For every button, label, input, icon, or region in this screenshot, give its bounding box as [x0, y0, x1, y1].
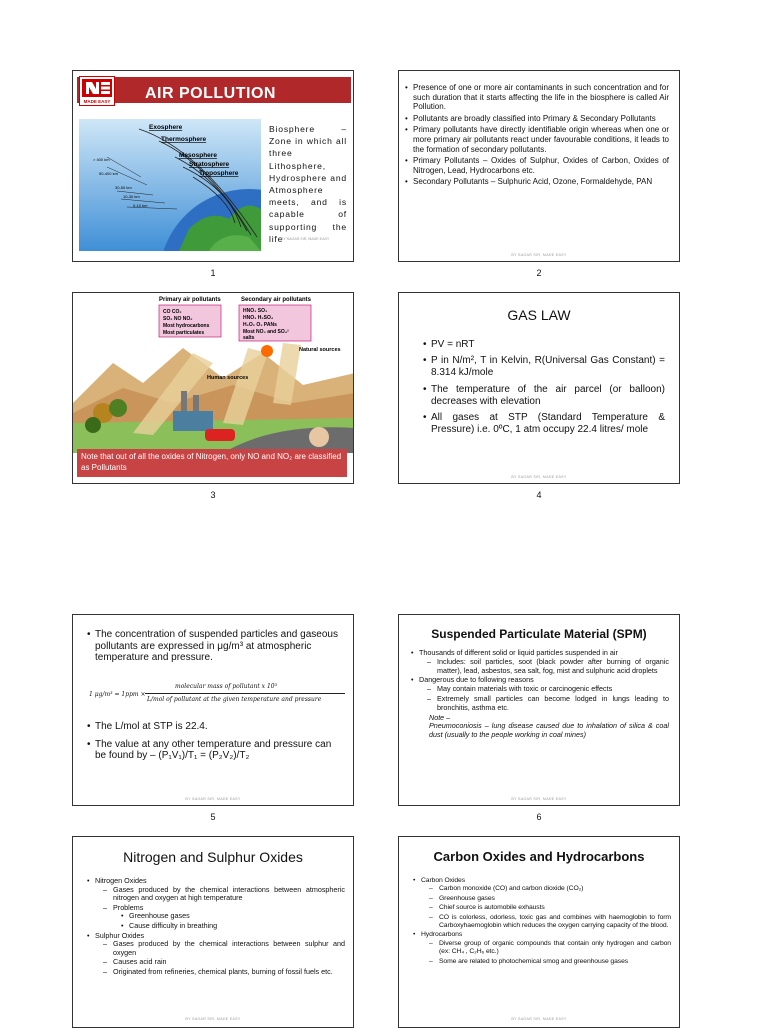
- footer: BY SAGAR SIR, MADE EASY: [511, 253, 567, 257]
- list-item-text: Thousands of different solid or liquid particles suspended in air: [419, 648, 618, 657]
- made-easy-logo: [79, 76, 115, 106]
- list-item: [411, 649, 669, 675]
- secondary-line: HNO₃ H₂SO₄: [243, 315, 274, 321]
- sub-item: [103, 904, 345, 931]
- footer: BY SAGAR SIR, MADE EASY: [511, 797, 567, 801]
- secondary-line: HNO₃ SO₃: [243, 308, 268, 314]
- slide-number: 1: [210, 268, 216, 278]
- slide-title: Nitrogen and Sulphur Oxides: [123, 849, 303, 865]
- sub-sub-item: • Greenhouse gases: [121, 912, 345, 921]
- list-item-text: Nitrogen Oxides: [95, 876, 147, 885]
- bullet-list: [87, 721, 339, 762]
- primary-label: Primary air pollutants: [159, 297, 221, 303]
- slide-4: [398, 292, 680, 484]
- note-box: Note that out of all the oxides of Nitrogen, only NO and NO₂ are classified as Pollutants: [77, 449, 347, 477]
- list-item-text: Carbon Oxides: [421, 877, 466, 884]
- height-2: 50-400 km: [99, 171, 118, 176]
- height-1: > 400 km: [93, 157, 110, 162]
- slide-body: [411, 649, 669, 740]
- list-item: • All gases at STP (Standard Temperature & Pressure) i.e. 0ºC, 1 atm occupy 22.4 litres/ mole: [423, 412, 665, 436]
- height-4: 10-30 km: [123, 194, 140, 199]
- slide-title: Carbon Oxides and Hydrocarbons: [433, 849, 645, 864]
- height-3: 30-50 km: [115, 185, 132, 190]
- logo-text: MADE EASY: [83, 99, 111, 104]
- sub-item: – Chief source is automobile exhausts: [429, 904, 671, 912]
- list-item: [413, 931, 671, 966]
- list-item: [87, 932, 345, 977]
- atmosphere-diagram: [79, 119, 261, 251]
- layer-exosphere: Exosphere: [149, 124, 183, 131]
- sub-item: – Greenhouse gases: [429, 895, 671, 903]
- title-bar: [77, 77, 351, 103]
- list-item: • Primary pollutants have directly identifiable origin whereas when one or more primary air pollutants react under favourable conditions, it leads to the formation of secondary pollutants.: [405, 125, 669, 154]
- sub-item: – Some are related to photochemical smog and greenhouse gases: [429, 958, 671, 966]
- list-item: • Presence of one or more air contaminants in such concentration and for such duration that it starts affecting the life in the biosphere is called Air Pollution.: [405, 83, 669, 112]
- list-item-text: Dangerous due to following reasons: [419, 675, 534, 685]
- slide-body: [413, 877, 671, 967]
- list-item: • The L/mol at STP is 22.4.: [87, 721, 339, 733]
- formula-numerator: molecular mass of pollutant x 10³: [175, 683, 277, 690]
- biosphere-text: Biosphere – Zone in which all three Lithosphere, Hydrosphere and Atmosphere meets, and is capable of supporting the life: [269, 124, 347, 244]
- slide-title: Suspended Particulate Material (SPM): [431, 627, 647, 641]
- primary-line: CO CO₂: [163, 309, 182, 315]
- secondary-line: salts: [243, 335, 255, 341]
- slide-6: [398, 614, 680, 806]
- slide-2: [398, 70, 680, 262]
- note-text: Pneumoconiosis – lung disease caused due to inhalation of silica & coal dust (usually to the people working in coal mines): [429, 721, 669, 740]
- list-item: [87, 877, 345, 931]
- slide-5: [72, 614, 354, 806]
- list-item: • PV = nRT: [423, 339, 665, 351]
- sub-item: – Carbon monoxide (CO) and carbon dioxide (CO₂): [429, 885, 671, 893]
- slide-number: 6: [536, 812, 542, 822]
- slide-body: [87, 877, 345, 978]
- sub-sub-item: • Cause difficulty in breathing: [121, 922, 345, 931]
- slide-7: [72, 836, 354, 1028]
- slide-title: AIR POLLUTION: [145, 85, 276, 102]
- bullet-list: [87, 629, 339, 664]
- list-item: • The temperature of the air parcel (or balloon) decreases with elevation: [423, 384, 665, 408]
- secondary-line: Most NO₃ and SO₄²: [243, 329, 289, 335]
- layer-stratosphere: Stratosphere: [189, 161, 230, 168]
- layer-troposphere: Troposphere: [199, 170, 239, 177]
- layer-mesosphere: Mesosphere: [179, 152, 217, 159]
- secondary-line: H₂O₂ O₃ PANs: [243, 322, 277, 328]
- list-item-text: Hydrocarbons: [421, 931, 463, 939]
- slide-title: GAS LAW: [507, 307, 571, 323]
- primary-line: Most hydrocarbons: [163, 323, 210, 329]
- height-5: 0-10 km: [133, 203, 148, 208]
- layer-thermosphere: Thermosphere: [161, 136, 207, 143]
- secondary-label: Secondary air pollutants: [241, 297, 312, 303]
- list-item-text: Sulphur Oxides: [95, 930, 145, 940]
- sub-item: – May contain materials with toxic or carcinogenic effects: [427, 685, 669, 694]
- footer: BY SAGAR SIR, MADE EASY: [185, 1017, 241, 1021]
- slide-number: 4: [536, 490, 542, 500]
- list-item: • P in N/m², T in Kelvin, R(Universal Gas Constant) = 8.314 kJ/mole: [423, 355, 665, 379]
- sub-item: – Causes acid rain: [103, 958, 345, 967]
- list-item: • Secondary Pollutants – Sulphuric Acid, Ozone, Formaldehyde, PAN: [405, 177, 669, 187]
- footer: BY SAGAR SIR, MADE EASY: [281, 237, 330, 241]
- footer: BY SAGAR SIR, MADE EASY: [511, 475, 567, 479]
- human-sources-label: Human sources: [207, 375, 249, 381]
- slide-number: 3: [210, 490, 216, 500]
- sub-item: – Extremely small particles can become lodged in lungs leading to bronchitis, asthma etc.: [427, 695, 669, 713]
- sub-item: – CO is colorless, odorless, toxic gas and combines with haemoglobin to form Carboxyhaemoglobin which reduces the oxygen carrying capacity of the blood.: [429, 914, 671, 931]
- slide-1: [72, 70, 354, 262]
- slide-8: [398, 836, 680, 1028]
- natural-sources-label: Natural sources: [299, 347, 341, 353]
- sub-item: – Originated from refineries, chemical plants, burning of fossil fuels etc.: [103, 968, 345, 977]
- formula-denominator: L/mol of pollutant at the given temperature and pressure: [147, 696, 322, 703]
- footer: BY SAGAR SIR, MADE EASY: [511, 1017, 567, 1021]
- slide-number: 5: [210, 812, 216, 822]
- list-item: • The value at any other temperature and pressure can be found by – (P₁V₁)/T₁ = (P₂V₂)/T₂: [87, 739, 339, 762]
- list-item: • The concentration of suspended particles and gaseous pollutants are expressed in μg/m³ at atmospheric temperature and pressure.: [87, 629, 339, 664]
- bullet-list: [423, 339, 665, 440]
- list-item: • Primary Pollutants – Oxides of Sulphur, Oxides of Carbon, Oxides of Nitrogen, Lead, Hydrocarbons etc.: [405, 156, 669, 175]
- sub-item: – Diverse group of organic compounds that contain only hydrogen and carbon (ex: CH₄ , C₂H₆ etc.): [429, 940, 671, 957]
- formula-lhs: 1 μg/m³ = 1ppm ×: [89, 691, 146, 698]
- note-label: Note –: [429, 712, 451, 722]
- list-item: [411, 676, 669, 712]
- slide-number: 2: [536, 268, 542, 278]
- list-item: [413, 877, 671, 930]
- sub-item: – Gases produced by the chemical interactions between atmospheric nitrogen and oxygen at high temperature: [103, 886, 345, 903]
- sub-item: – Gases produced by the chemical interactions between sulphur and oxygen: [103, 940, 345, 957]
- primary-line: Most particulates: [163, 330, 205, 336]
- footer: BY SAGAR SIR, MADE EASY: [185, 797, 241, 801]
- list-item: • Pollutants are broadly classified into Primary & Secondary Pollutants: [405, 114, 669, 124]
- primary-line: SO₂ NO NO₂: [163, 316, 193, 322]
- bullet-list: [405, 83, 669, 189]
- slide-3: [72, 292, 354, 484]
- conversion-formula: [89, 681, 345, 711]
- sub-item-text: Problems: [113, 902, 144, 912]
- sub-item: – Includes: soil particles, soot (black powder after burning of organic matter), lead, asbestos, sea salt, fog, mist and sulphuric acid droplets: [427, 658, 669, 676]
